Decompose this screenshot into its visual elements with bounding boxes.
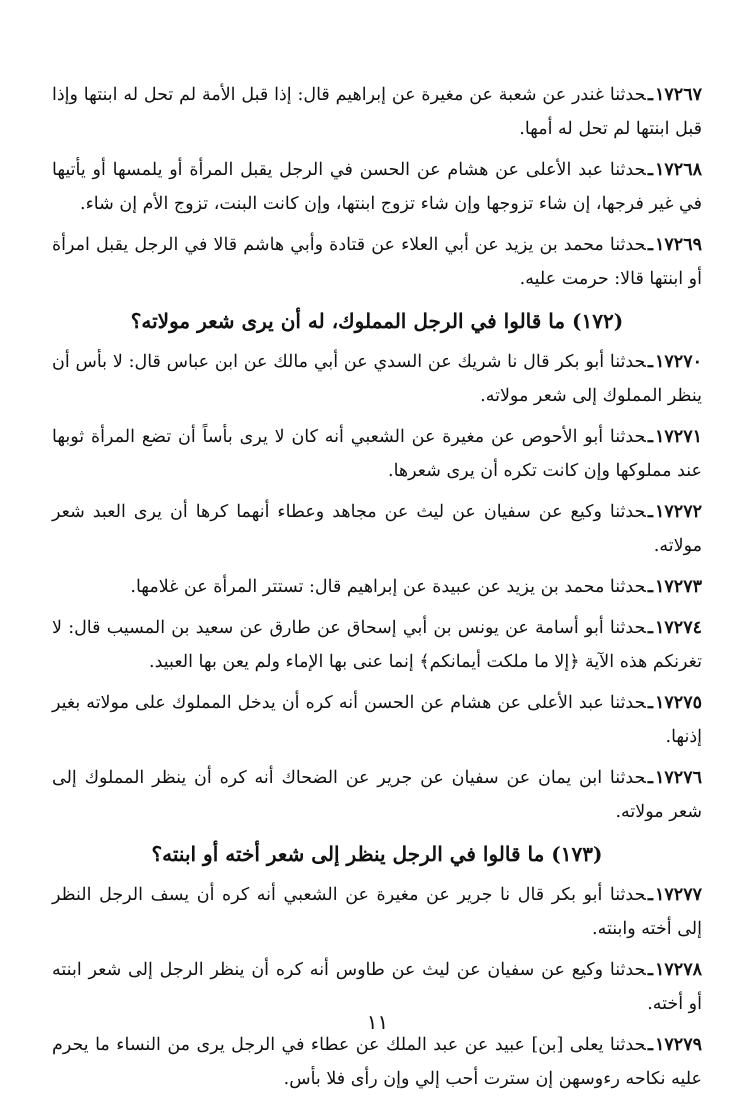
entry-number: ١٧٢٦٨	[655, 160, 702, 180]
entry-text: حدثنا محمد بن يزيد عن عبيدة عن إبراهيم قال: تستتر المرأة عن غلامها.	[130, 577, 646, 597]
hadith-entry-17279	[52, 1028, 702, 1096]
entry-dash: ـ	[647, 85, 653, 105]
entry-text: حدثنا غندر عن شعبة عن مغيرة عن إبراهيم قال: إذا قبل الأمة لم تحل له ابنتها وإذا قبل ابنتها لم تحل له أمها.	[52, 85, 702, 139]
entry-dash: ـ	[647, 427, 653, 447]
entry-number: ١٧٢٧٥	[655, 693, 702, 713]
entry-number: ١٧٢٧١	[655, 427, 702, 447]
hadith-entry-17274	[52, 611, 702, 679]
hadith-entry-17276	[52, 761, 702, 829]
hadith-entry-17277	[52, 878, 702, 946]
entry-dash: ـ	[647, 960, 653, 980]
hadith-entry-17269	[52, 228, 702, 296]
hadith-entry-17273	[52, 570, 702, 604]
entry-dash: ـ	[647, 768, 653, 788]
entry-dash: ـ	[647, 1035, 653, 1055]
hadith-entry-17272	[52, 495, 702, 563]
hadith-entry-17268	[52, 153, 702, 221]
entry-dash: ـ	[647, 618, 653, 638]
entry-text: حدثنا أبو بكر قال نا جرير عن مغيرة عن الشعبي أنه كره أن يسف الرجل النظر إلى أخته وابنته.	[52, 885, 702, 939]
entry-number: ١٧٢٧٤	[655, 618, 702, 638]
entry-number: ١٧٢٧٩	[655, 1035, 702, 1055]
entry-number: ١٧٢٧٢	[655, 502, 702, 522]
document-page	[52, 78, 702, 1103]
entry-text: حدثنا وكيع عن سفيان عن ليث عن مجاهد وعطاء أنهما كرها أن يرى العبد شعر مولاته.	[52, 502, 702, 556]
hadith-entry-17271	[52, 420, 702, 488]
entry-number: ١٧٢٧٦	[655, 768, 702, 788]
entry-number: ١٧٢٧٠	[655, 352, 702, 372]
entry-number: ١٧٢٦٧	[655, 85, 702, 105]
entry-text: حدثنا عبد الأعلى عن هشام عن الحسن أنه كره أن يدخل المملوك على مولاته بغير إذنها.	[52, 693, 702, 747]
entry-text: حدثنا وكيع عن سفيان عن ليث عن طاوس أنه كره أن ينظر الرجل إلى شعر ابنته أو أخته.	[52, 960, 702, 1014]
entry-text: حدثنا محمد بن يزيد عن أبي العلاء عن قتادة وأبي هاشم قالا في الرجل يقبل امرأة أو ابنتها قالا: حرمت عليه.	[52, 235, 702, 289]
hadith-entry-17267	[52, 78, 702, 146]
entry-dash: ـ	[647, 885, 653, 905]
entry-text: حدثنا يعلى [بن] عبيد عن عبد الملك عن عطاء في الرجل يرى من النساء ما يحرم عليه نكاحه رءوسهن إن سترت أحب إلي وإن رأى فلا بأس.	[52, 1035, 702, 1089]
entry-text: حدثنا ابن يمان عن سفيان عن جرير عن الضحاك أنه كره أن ينظر المملوك إلى شعر مولاته.	[52, 768, 702, 822]
entry-dash: ـ	[647, 235, 653, 255]
entry-text: حدثنا أبو أسامة عن يونس بن أبي إسحاق عن طارق عن سعيد بن المسيب قال: لا تغرنكم هذه الآية ﴿إلا ما ملكت أيمانكم﴾ إنما عنى بها الإماء ولم يعن بها العبيد.	[52, 618, 702, 672]
entry-number: ١٧٢٦٩	[655, 235, 702, 255]
hadith-entry-17270	[52, 345, 702, 413]
entry-text: حدثنا أبو بكر قال نا شريك عن السدي عن أبي مالك عن ابن عباس قال: لا بأس أن ينظر المملوك إلى شعر مولاته.	[52, 352, 702, 406]
hadith-entry-17275	[52, 686, 702, 754]
entry-dash: ـ	[647, 160, 653, 180]
entry-dash: ـ	[647, 352, 653, 372]
page-number: ١١	[366, 1010, 389, 1034]
entry-number: ١٧٢٧٧	[655, 885, 702, 905]
chapter-heading-173: (١٧٣) ما قالوا في الرجل ينظر إلى شعر أخته أو ابنته؟	[151, 842, 603, 866]
entry-text: حدثنا أبو الأحوص عن مغيرة عن الشعبي أنه كان لا يرى بأساً أن تضع المرأة ثوبها عند مملوكها وإن كانت تكره أن يرى شعرها.	[52, 427, 702, 481]
entry-dash: ـ	[647, 693, 653, 713]
entry-number: ١٧٢٧٣	[655, 577, 702, 597]
entry-dash: ـ	[647, 502, 653, 522]
entry-text: حدثنا عبد الأعلى عن هشام عن الحسن في الرجل يقبل المرأة أو يلمسها أو يأتيها في غير فرجها، إن شاء تزوجها وإن شاء تزوج ابنتها، وإن كانت البنت، تزوج الأم إن شاء.	[52, 160, 702, 214]
entry-number: ١٧٢٧٨	[655, 960, 702, 980]
entry-dash: ـ	[647, 577, 653, 597]
chapter-heading-172: (١٧٢) ما قالوا في الرجل المملوك، له أن يرى شعر مولاته؟	[130, 309, 624, 333]
